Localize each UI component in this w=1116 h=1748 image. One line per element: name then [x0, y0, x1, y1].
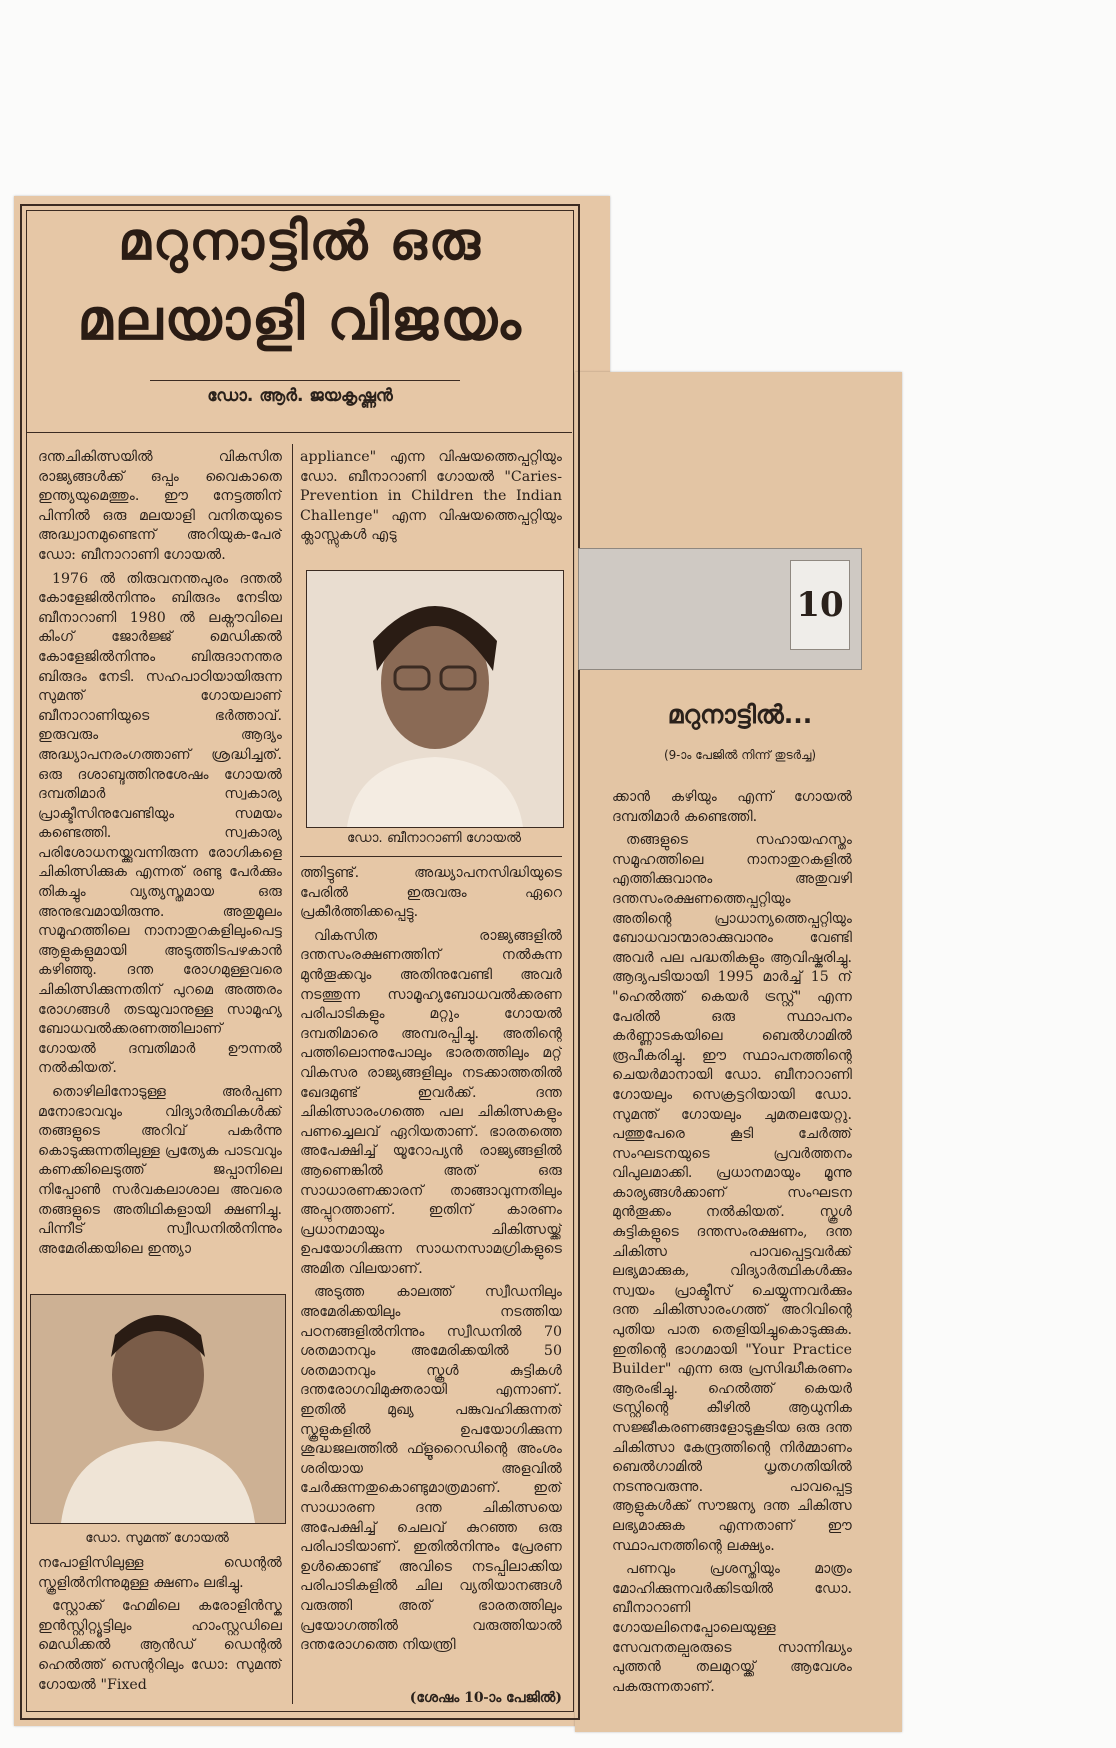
- byline-rule: [150, 380, 460, 381]
- paragraph: ത്തിട്ടുണ്ട്. അദ്ധ്യാപനസിദ്ധിയുടെ പേരിൽ ഇരുവരും ഏറെ പ്രകീർത്തിക്കപ്പെട്ടു.: [300, 865, 562, 921]
- paragraph: appliance" എന്ന വിഷയത്തെപ്പറ്റിയും ഡോ. ബീനാറാണി ഗോയൽ "Caries-Prevention in Children the Indian Challenge" എന്ന വിഷയത്തെപ്പറ്റിയും ക്ലാസ്സുകൾ എടു: [300, 449, 562, 544]
- paragraph: 1976 ൽ തിരുവനന്തപുരം ദന്തൽ കോളേജിൽനിന്നും ബിരുദം നേടിയ ബീനാറാണി 1980 ൽ ലക്നൗവിലെ കിംഗ് ജോർജ്ജ് മെഡിക്കൽ കോളേജിൽനിന്നും ബിരുദാനന്തര ബിരുദം നേടി. സഹപാഠിയായിരുന്ന സുമന്ത് ഗോയലാണ് ബീനാറാണിയുടെ ഭർത്താവ്. ഇരുവരും ആദ്യം അദ്ധ്യാപനരംഗത്താണ് ശ്രദ്ധിച്ചത്. ഒരു ദശാബ്ദത്തിനുശേഷം ഗോയൽ ദമ്പതിമാർ സ്വകാര്യ പ്രാക്ടീസിനുവേണ്ടിയും സമയം കണ്ടെത്തി. സ്വകാര്യ പരിശോധനയ്ക്കുവന്നിരുന്ന രോഗികളെ ചികിത്സിക്കുക എന്നത് രണ്ടു പേർക്കും തികച്ചും വ്യത്യസ്തമായ ഒരു അനുഭവമായിരുന്നു. അതുമൂലം സമൂഹത്തിലെ നാനാതുറകളിലുംപെട്ട ആളുകളുമായി അടുത്തിടപഴകാൻ കഴിഞ്ഞു. ദന്ത രോഗമുള്ളവരെ ചികിത്സിക്കുന്നതിന് പുറമെ അത്തരം രോഗങ്ങൾ തടയുവാനുള്ള സാമൂഹ്യ ബോധവൽക്കരണത്തിലാണ് ഗോയൽ ദമ്പതിമാർ ഊന്നൽ നൽകിയത്.: [38, 570, 282, 1077]
- paragraph: നപോളിസിലുള്ള ഡെന്റൽ സ്കൂളിൽനിന്നുമുള്ള ക്ഷണം ലഭിച്ചു.: [38, 1555, 282, 1591]
- headline-line1: മറുനാട്ടിൽ ഒരു: [118, 212, 482, 272]
- portrait-woman-icon: [307, 571, 563, 827]
- article-column-1: [38, 448, 282, 1284]
- header-divider: [26, 432, 572, 433]
- continued-reference: (ശേഷം 10-ാം പേജിൽ): [409, 1690, 562, 1706]
- paragraph: പണവും പ്രശസ്തിയും മാത്രം മോഹിക്കുന്നവർക്കിടയിൽ ഡോ. ബീനാറാണി ഗോയലിനെപ്പോലെയുള്ള സേവനതല്പരരുടെ സാന്നിദ്ധ്യം പുത്തൻ തലമുറയ്ക്ക് ആവേശം പകരുന്നതാണ്.: [612, 1561, 852, 1695]
- continuation-title: മറുനാട്ടിൽ...: [667, 700, 813, 729]
- continuation-column: [612, 788, 852, 1718]
- paragraph: തൊഴിലിനോടുള്ള അർപ്പണ മനോഭാവവും വിദ്യാർത്ഥികൾക്ക് തങ്ങളുടെ അറിവ് പകർന്നു കൊടുക്കുന്നതിലുള്ള പ്രത്യേക പാടവവും കണക്കിലെടുത്ത് ജപ്പാനിലെ നിപ്പോൺ സർവകലാശാല അവരെ തങ്ങളുടെ അതിഥികളായി ക്ഷണിച്ചു. പിന്നീട് സ്വീഡനിൽനിന്നും അമേരിക്കയിലെ ഇന്ത്യാ: [38, 1084, 282, 1257]
- photo2-caption: ഡോ. സുമന്ത് ഗോയൽ: [85, 1530, 229, 1546]
- continuation-subtitle: (9-ാം പേജിൽ നിന്ന് തുടർച്ച): [663, 748, 817, 762]
- paragraph: തങ്ങളുടെ സഹായഹസ്തം സമൂഹത്തിലെ നാനാതുറകളിൽ എത്തിക്കുവാനും അതുവഴി ദന്തസംരക്ഷണത്തെപ്പറ്റിയും അതിന്റെ പ്രാധാന്യത്തെപ്പറ്റിയും ബോധവാന്മാരാക്കുവാനും വേണ്ടി അവർ പല പദ്ധതികളും ആവിഷ്കരിച്ചു. ആദ്യപടിയായി 1995 മാർച്ച് 15 ന് "ഹെൽത്ത് കെയർ ട്രസ്റ്റ്" എന്ന പേരിൽ ഒരു സ്ഥാപനം കർണ്ണാടകയിലെ ബെൽഗാമിൽ രൂപീകരിച്ചു. ഈ സ്ഥാപനത്തിന്റെ ചെയർമാനായി ഡോ. ബീനാറാണി ഗോയലും സെക്രട്ടറിയായി ഡോ. സുമന്ത് ഗോയലും ചുമതലയേറ്റു. പത്തുപേരെ കൂടി ചേർത്ത് സംഘടനയുടെ പ്രവർത്തനം വിപുലമാക്കി. പ്രധാനമായും മൂന്നു കാര്യങ്ങൾക്കാണ് സംഘടന മുൻതൂക്കം നൽകിയത്. സ്കൂൾ കുട്ടികളുടെ ദന്തസംരക്ഷണം, ദന്ത ചികിത്സ പാവപ്പെട്ടവർക്ക് ലഭ്യമാക്കുക, വിദ്യാർത്ഥികൾക്കും സ്വയം പ്രാക്ടീസ് ചെയ്യുന്നവർക്കും ദന്ത ചികിത്സാരംഗത്ത് അറിവിന്റെ പുതിയ പാത തെളിയിച്ചുകൊടുക്കുക. ഇതിന്റെ ഭാഗമായി "Your Practice Builder" എന്ന ഒരു പ്രസിദ്ധീകരണം ആരംഭിച്ചു. ഹെൽത്ത് കെയർ ട്രസ്റ്റിന്റെ കീഴിൽ ആധുനിക സജ്ജീകരണങ്ങളോടുകൂടിയ ഒരു ദന്ത ചികിത്സാ കേന്ദ്രത്തിന്റെ നിർമ്മാണം ബെൽഗാമിൽ ധൃതഗതിയിൽ നടന്നുവരുന്നു. പാവപ്പെട്ട ആളുകൾക്ക് സൗജന്യ ദന്ത ചികിത്സ ലഭ്യമാക്കുക എന്നതാണ് ഈ സ്ഥാപനത്തിന്റെ ലക്ഷ്യം.: [612, 832, 852, 1554]
- lead-paragraph: ദന്തചികിത്സയിൽ വികസിത രാജ്യങ്ങൾക്ക് ഒപ്പം വൈകാതെ ഇന്ത്യയുമെത്തും. ഈ നേട്ടത്തിന് പിന്നിൽ ഒരു മലയാളി വനിതയുടെ അദ്ധ്വാനമുണ്ടെന്ന് അറിയുക-പേര് ഡോ: ബീനാറാണി ഗോയൽ.: [38, 449, 282, 563]
- article-column-1-bottom: [38, 1554, 282, 1710]
- paragraph: ക്കാൻ കഴിയും എന്ന് ഗോയൽ ദമ്പതിമാർ കണ്ടെത്തി.: [612, 789, 852, 825]
- photo-sumant-goyal: [30, 1294, 286, 1524]
- paragraph: സ്റ്റോക്ക് ഹേമിലെ കരോളിൻസ്ക ഇൻസ്റ്റിറ്റ്യൂട്ടിലും ഹാംസ്റ്റഡിലെ മെഡിക്കൽ ആൻഡ് ഡെന്റൽ ഹെൽത്ത് സെന്ററിലും ഡോ: സുമന്ത് ഗോയൽ "Fixed: [38, 1598, 282, 1693]
- paragraph: അടുത്ത കാലത്ത് സ്വീഡനിലും അമേരിക്കയിലും നടത്തിയ പഠനങ്ങളിൽനിന്നും സ്വീഡനിൽ 70 ശതമാനവും അമേരിക്കയിൽ 50 ശതമാനവും സ്കൂൾ കുട്ടികൾ ദന്തരോഗവിമുക്തരായി എന്നാണ്. ഇതിൽ മുഖ്യ പങ്കുവഹിക്കുന്നത് സ്കൂളുകളിൽ ഉപയോഗിക്കുന്ന ശുദ്ധജലത്തിൽ ഫ്ളൂറൈഡിന്റെ അംശം ശരിയായ അളവിൽ ചേർക്കുന്നതുകൊണ്ടുമാത്രമാണ്. ഇത് സാധാരണ ദന്ത ചികിത്സയെ അപേക്ഷിച്ച് ചെലവ് കുറഞ്ഞ ഒരു പരിപാടിയാണ്. ഇതിൽനിന്നും പ്രേരണ ഉൾക്കൊണ്ട് അവിടെ നടപ്പിലാക്കിയ പരിപാടികളിൽ ചില വ്യതിയാനങ്ങൾ വരുത്തി അത് ഭാരതത്തിലും പ്രയോഗത്തിൽ വരുത്തിയാൽ ദന്തരോഗത്തെ നിയന്ത്രി: [300, 1284, 562, 1654]
- photo-beenarani-goyal: [306, 570, 564, 828]
- column-divider: [292, 444, 293, 1704]
- headline-line2: മലയാളി വിജയം: [77, 288, 523, 353]
- portrait-man-icon: [31, 1295, 285, 1523]
- caption-divider: [300, 856, 562, 857]
- article-column-2: [300, 864, 562, 1684]
- article-column-2-top: [300, 448, 562, 550]
- photo1-caption: ഡോ. ബീനാറാണി ഗോയൽ: [346, 830, 522, 846]
- paragraph: വികസിത രാജ്യങ്ങളിൽ ദന്തസംരക്ഷണത്തിന് നൽകുന്ന മുൻതൂക്കവും അതിനുവേണ്ടി അവർ നടത്തുന്ന സാമൂഹ്യബോധവൽക്കരണ പരിപാടികളും മറ്റും ഗോയൽ ദമ്പതിമാരെ അമ്പരപ്പിച്ചു. അതിന്റെ പത്തിലൊന്നുപോലും ഭാരതത്തിലും മറ്റ് വികസര രാജ്യങ്ങളിലും നടക്കാത്തതിൽ ഖേദമുണ്ട് ഇവർക്ക്. ദന്ത ചികിത്സാരംഗത്തെ പല ചികിത്സകളും പണച്ചെലവ് ഏറിയതാണ്. ഭാരതത്തെ അപേക്ഷിച്ച് യൂറോപ്യൻ രാജ്യങ്ങളിൽ ആണെങ്കിൽ അത് ഒരു സാധാരണക്കാരന് താങ്ങാവുന്നതിലും അപ്പുറത്താണ്. ഇതിന് കാരണം പ്രധാനമായും ചികിത്സയ്ക്ക് ഉപയോഗിക്കുന്ന സാധനസാമഗ്രികളുടെ അമിത വിലയാണ്.: [300, 927, 562, 1277]
- page-number: 10: [790, 560, 850, 650]
- byline: ഡോ. ആർ. ജയകൃഷ്ണൻ: [207, 386, 393, 406]
